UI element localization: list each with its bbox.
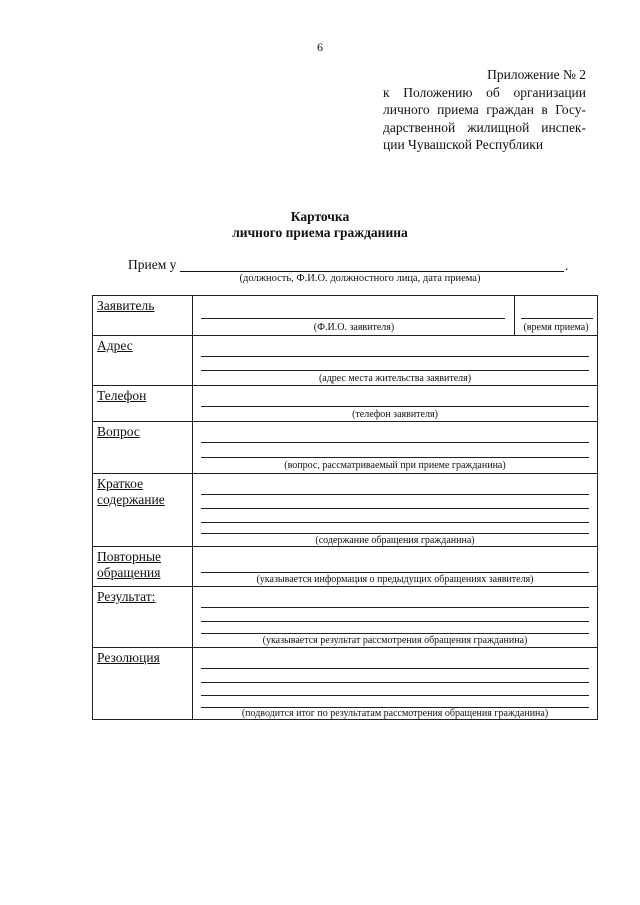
row-phone <box>93 386 597 422</box>
summary-input-line[interactable] <box>201 522 589 523</box>
phone-hint: (телефон заявителя) <box>352 409 438 420</box>
repeat-label-line2: обращения <box>97 565 161 580</box>
phone-content <box>193 386 597 421</box>
applicant-content <box>193 296 597 335</box>
summary-input-line[interactable] <box>201 533 589 534</box>
repeat-label <box>93 547 193 586</box>
reception-card-table <box>92 295 598 720</box>
row-resolution <box>93 648 597 719</box>
summary-label-line1: Краткое <box>97 476 144 491</box>
result-label: Результат: <box>93 587 193 647</box>
applicant-label: Заявитель <box>93 296 193 335</box>
phone-label: Телефон <box>93 386 193 421</box>
reception-hint: (должность, Ф.И.О. должностного лица, дата приема) <box>239 273 481 284</box>
summary-label-line2: содержание <box>97 492 165 507</box>
resolution-input-line[interactable] <box>201 682 589 683</box>
repeat-input-line[interactable] <box>201 572 589 573</box>
summary-input-line[interactable] <box>201 494 589 495</box>
reception-time-hint: (время приема) <box>523 322 589 333</box>
appendix-title: Приложение № 2 <box>487 67 586 82</box>
appendix-header <box>383 66 586 154</box>
resolution-content <box>193 648 597 719</box>
row-result <box>93 587 597 648</box>
summary-content <box>193 474 597 546</box>
reception-time-cell <box>514 296 597 335</box>
resolution-hint: (подводится итог по результатам рассмотрения обращения гражданина) <box>241 708 549 719</box>
row-applicant <box>93 296 597 336</box>
repeat-content <box>193 547 597 586</box>
reception-input-line[interactable] <box>180 271 564 272</box>
page-number: 6 <box>317 40 323 54</box>
reception-time-input-line[interactable] <box>521 318 593 319</box>
row-summary <box>93 474 597 547</box>
repeat-hint: (указывается информация о предыдущих обращениях заявителя) <box>256 574 534 585</box>
applicant-input-line[interactable] <box>201 318 505 319</box>
card-title <box>0 209 640 241</box>
summary-label <box>93 474 193 546</box>
address-label: Адрес <box>93 336 193 385</box>
address-content <box>193 336 597 385</box>
result-content <box>193 587 597 647</box>
applicant-hint: (Ф.И.О. заявителя) <box>313 322 395 333</box>
address-input-line[interactable] <box>201 356 589 357</box>
resolution-label: Резолюция <box>93 648 193 719</box>
summary-hint: (содержание обращения гражданина) <box>315 535 475 546</box>
question-label: Вопрос <box>93 422 193 473</box>
question-content <box>193 422 597 473</box>
result-input-line[interactable] <box>201 633 589 634</box>
phone-input-line[interactable] <box>201 406 589 407</box>
appendix-line: личного приема граждан в Госу- <box>383 102 586 117</box>
appendix-line: дарственной жилищной инспек- <box>383 119 586 135</box>
question-hint: (вопрос, рассматриваемый при приеме гражданина) <box>284 460 506 471</box>
question-input-line[interactable] <box>201 457 589 458</box>
address-hint: (адрес места жительства заявителя) <box>318 373 472 384</box>
appendix-body <box>383 84 586 154</box>
result-input-line[interactable] <box>201 621 589 622</box>
row-repeat <box>93 547 597 587</box>
resolution-input-line[interactable] <box>201 668 589 669</box>
reception-label: Прием у <box>128 257 177 272</box>
card-title-line2: личного приема гражданина <box>232 225 408 240</box>
reception-end: . <box>565 258 569 273</box>
repeat-label-line1: Повторные <box>97 549 162 564</box>
result-input-line[interactable] <box>201 607 589 608</box>
card-title-line1: Карточка <box>290 209 350 224</box>
summary-input-line[interactable] <box>201 508 589 509</box>
appendix-line: к Положению об организации <box>383 84 586 100</box>
appendix-line: ции Чувашской Республики <box>383 137 544 152</box>
resolution-input-line[interactable] <box>201 695 589 696</box>
row-address <box>93 336 597 386</box>
result-hint: (указывается результат рассмотрения обращения гражданина) <box>262 635 528 646</box>
row-question <box>93 422 597 474</box>
address-input-line[interactable] <box>201 370 589 371</box>
question-input-line[interactable] <box>201 442 589 443</box>
